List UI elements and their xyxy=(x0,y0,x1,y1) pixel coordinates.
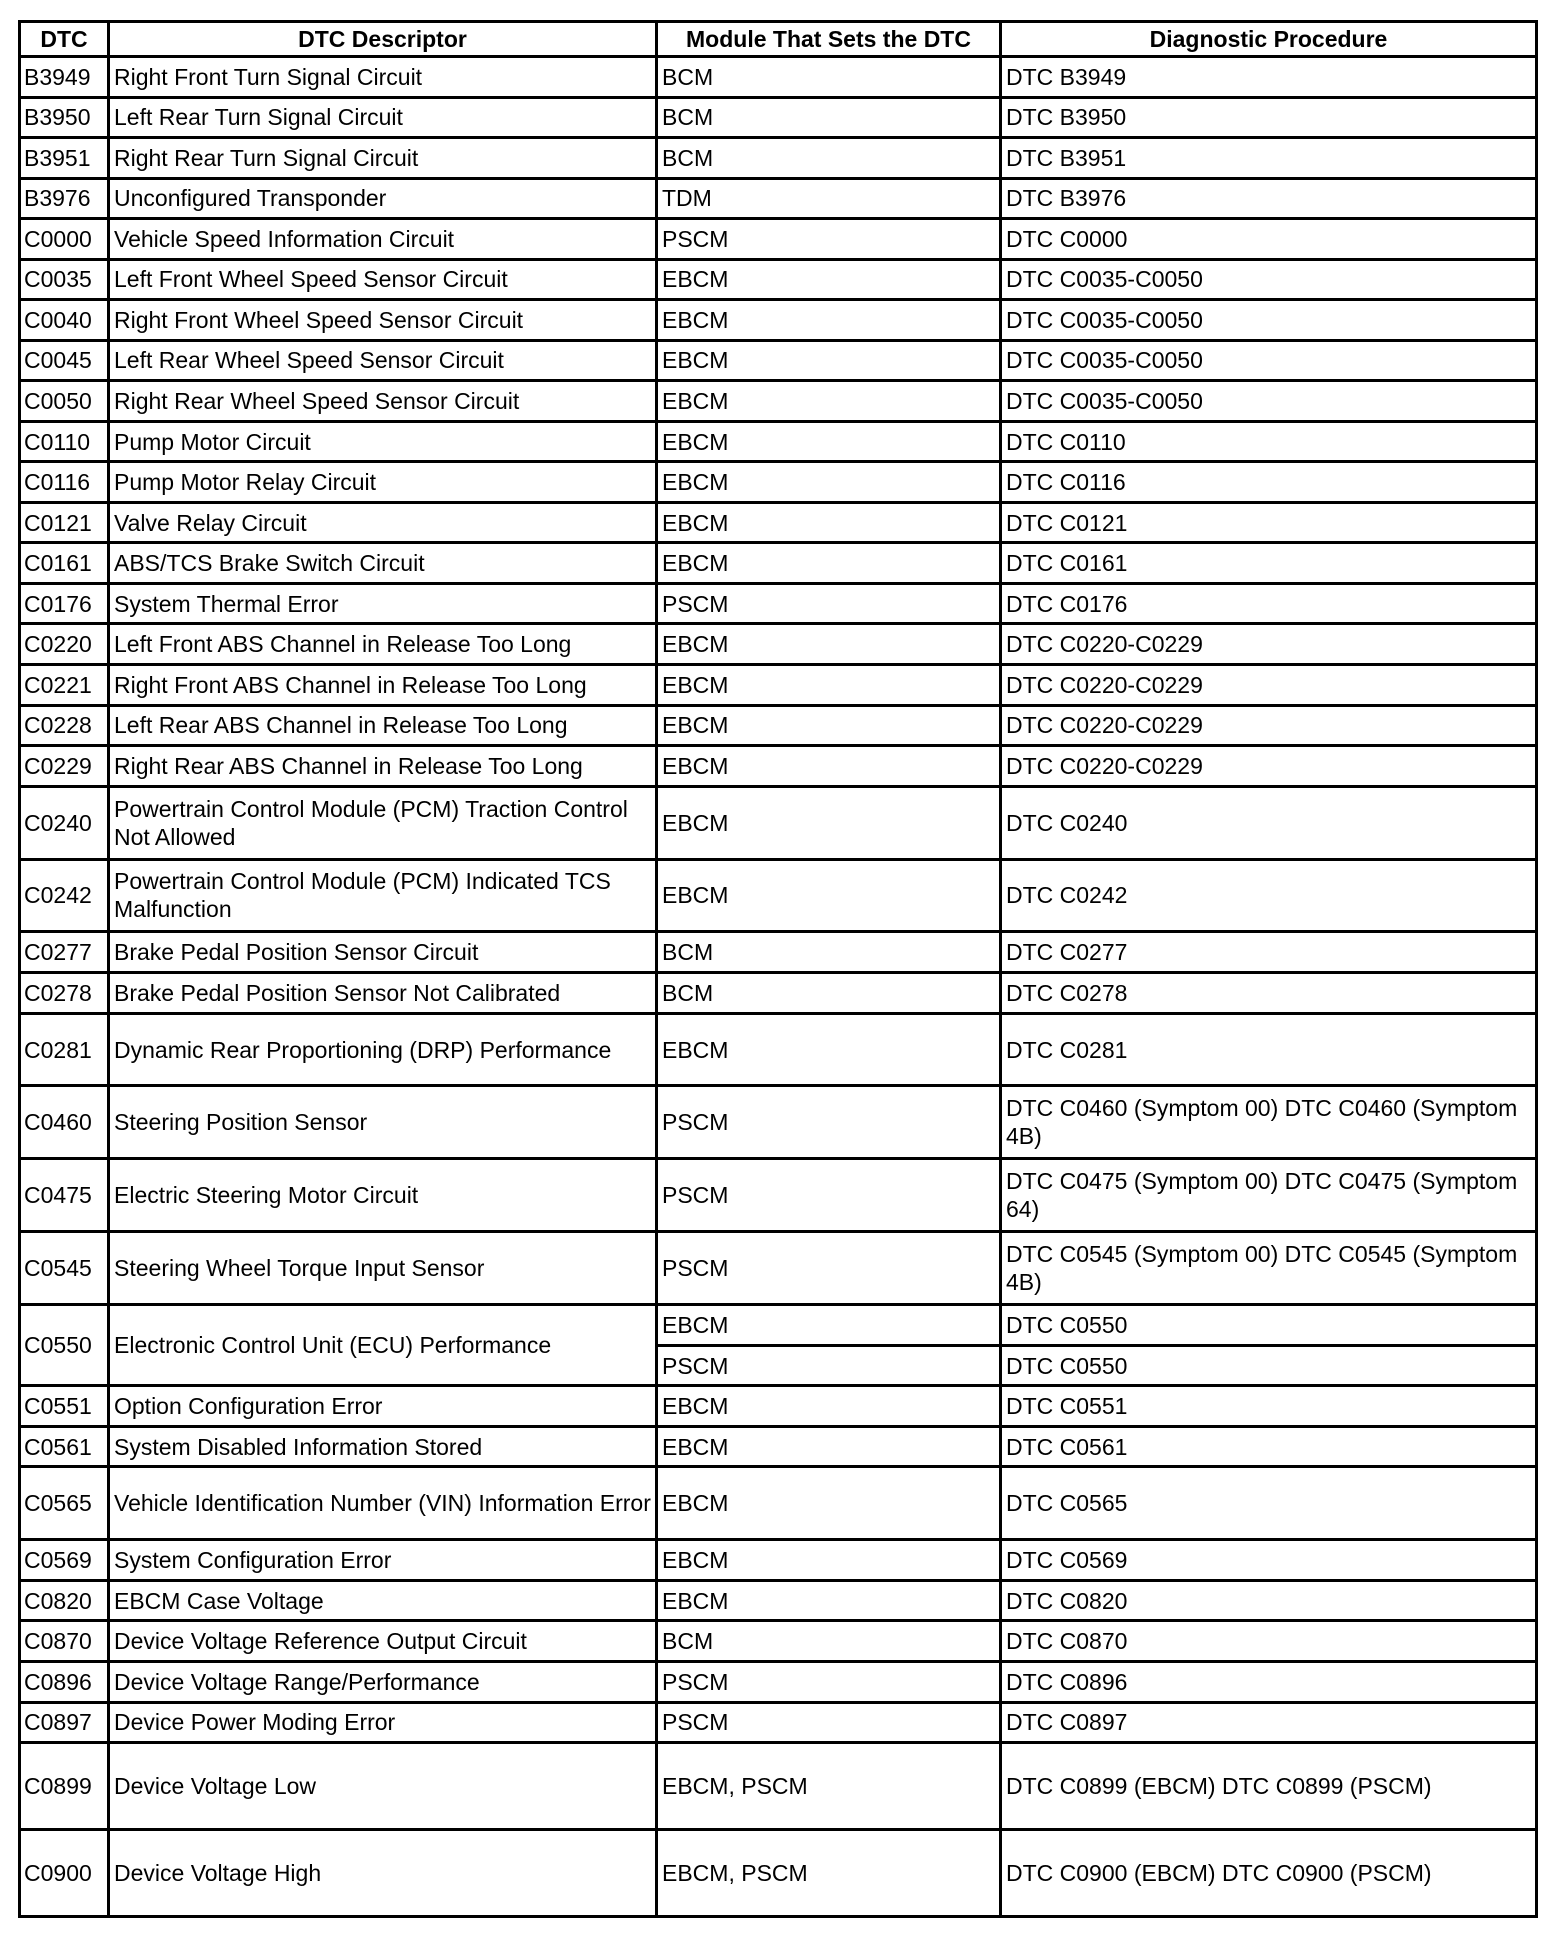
dtc-code: C0000 xyxy=(20,219,109,260)
dtc-code: C0551 xyxy=(20,1386,109,1427)
table-row xyxy=(20,219,1537,260)
module: EBCM xyxy=(657,1426,1001,1467)
module: TDM xyxy=(657,178,1001,219)
module: PSCM xyxy=(657,1232,1001,1305)
dtc-descriptor: Device Voltage High xyxy=(109,1829,657,1916)
diagnostic-procedure: DTC C0545 (Symptom 00) DTC C0545 (Symptom 4B) xyxy=(1001,1232,1537,1305)
module: EBCM xyxy=(657,1580,1001,1621)
dtc-code: C0561 xyxy=(20,1426,109,1467)
module: EBCM xyxy=(657,1467,1001,1540)
diagnostic-procedure: DTC C0035-C0050 xyxy=(1001,300,1537,341)
module: EBCM xyxy=(657,1013,1001,1086)
diagnostic-procedure: DTC C0035-C0050 xyxy=(1001,259,1537,300)
module: BCM xyxy=(657,57,1001,98)
module: PSCM xyxy=(657,1159,1001,1232)
table-row xyxy=(20,502,1537,543)
module: EBCM xyxy=(657,462,1001,503)
dtc-code: C0050 xyxy=(20,381,109,422)
dtc-descriptor: Electric Steering Motor Circuit xyxy=(109,1159,657,1232)
dtc-descriptor: Left Front ABS Channel in Release Too Long xyxy=(109,624,657,665)
table-row xyxy=(20,1086,1537,1159)
dtc-descriptor: Right Front Turn Signal Circuit xyxy=(109,57,657,98)
table-row xyxy=(20,786,1537,859)
diagnostic-procedure: DTC C0899 (EBCM) DTC C0899 (PSCM) xyxy=(1001,1743,1537,1830)
diagnostic-procedure: DTC C0870 xyxy=(1001,1621,1537,1662)
table-row xyxy=(20,1580,1537,1621)
module: EBCM xyxy=(657,705,1001,746)
table-row xyxy=(20,746,1537,787)
module: BCM xyxy=(657,932,1001,973)
module: PSCM xyxy=(657,1702,1001,1743)
diagnostic-procedure: DTC C0000 xyxy=(1001,219,1537,260)
header-dtc: DTC xyxy=(20,22,109,57)
diagnostic-procedure: DTC C0121 xyxy=(1001,502,1537,543)
module: EBCM xyxy=(657,786,1001,859)
diagnostic-procedure: DTC C0565 xyxy=(1001,1467,1537,1540)
dtc-code: C0475 xyxy=(20,1159,109,1232)
table-row xyxy=(20,462,1537,503)
dtc-descriptor: Electronic Control Unit (ECU) Performance xyxy=(109,1305,657,1386)
module: EBCM, PSCM xyxy=(657,1829,1001,1916)
dtc-descriptor: Steering Position Sensor xyxy=(109,1086,657,1159)
dtc-descriptor: Unconfigured Transponder xyxy=(109,178,657,219)
dtc-descriptor: System Thermal Error xyxy=(109,583,657,624)
module: PSCM xyxy=(657,1086,1001,1159)
table-row xyxy=(20,97,1537,138)
module: EBCM xyxy=(657,340,1001,381)
dtc-code: C0242 xyxy=(20,859,109,932)
table-row xyxy=(20,1305,1537,1346)
dtc-code: C0045 xyxy=(20,340,109,381)
dtc-code: C0116 xyxy=(20,462,109,503)
dtc-descriptor: EBCM Case Voltage xyxy=(109,1580,657,1621)
table-row xyxy=(20,421,1537,462)
module: EBCM xyxy=(657,1386,1001,1427)
table-row xyxy=(20,1540,1537,1581)
dtc-code: C0899 xyxy=(20,1743,109,1830)
dtc-descriptor: Left Front Wheel Speed Sensor Circuit xyxy=(109,259,657,300)
diagnostic-procedure: DTC C0220-C0229 xyxy=(1001,664,1537,705)
diagnostic-procedure: DTC C0176 xyxy=(1001,583,1537,624)
diagnostic-procedure: DTC C0277 xyxy=(1001,932,1537,973)
dtc-code: C0460 xyxy=(20,1086,109,1159)
table-row xyxy=(20,1702,1537,1743)
dtc-code: C0900 xyxy=(20,1829,109,1916)
table-row xyxy=(20,1829,1537,1916)
module: EBCM xyxy=(657,421,1001,462)
dtc-code: C0220 xyxy=(20,624,109,665)
module: BCM xyxy=(657,1621,1001,1662)
dtc-descriptor: Left Rear Wheel Speed Sensor Circuit xyxy=(109,340,657,381)
dtc-code: B3951 xyxy=(20,138,109,179)
dtc-descriptor: Right Front ABS Channel in Release Too Long xyxy=(109,664,657,705)
dtc-code: C0121 xyxy=(20,502,109,543)
dtc-code: C0277 xyxy=(20,932,109,973)
dtc-descriptor: ABS/TCS Brake Switch Circuit xyxy=(109,543,657,584)
table-row xyxy=(20,300,1537,341)
diagnostic-procedure: DTC C0820 xyxy=(1001,1580,1537,1621)
dtc-code: C0161 xyxy=(20,543,109,584)
module: EBCM xyxy=(657,624,1001,665)
table-row xyxy=(20,1232,1537,1305)
dtc-code: C0281 xyxy=(20,1013,109,1086)
table-row xyxy=(20,1426,1537,1467)
table-row xyxy=(20,1743,1537,1830)
diagnostic-procedure: DTC C0897 xyxy=(1001,1702,1537,1743)
dtc-descriptor: System Configuration Error xyxy=(109,1540,657,1581)
dtc-code: C0569 xyxy=(20,1540,109,1581)
dtc-code: C0896 xyxy=(20,1662,109,1703)
dtc-descriptor: Valve Relay Circuit xyxy=(109,502,657,543)
dtc-table xyxy=(18,20,1538,1918)
module: PSCM xyxy=(657,583,1001,624)
dtc-descriptor: Left Rear ABS Channel in Release Too Long xyxy=(109,705,657,746)
table-row xyxy=(20,973,1537,1014)
dtc-descriptor: Vehicle Speed Information Circuit xyxy=(109,219,657,260)
dtc-code: C0229 xyxy=(20,746,109,787)
module: BCM xyxy=(657,97,1001,138)
module: PSCM xyxy=(657,1345,1001,1386)
module: EBCM xyxy=(657,543,1001,584)
diagnostic-procedure: DTC C0281 xyxy=(1001,1013,1537,1086)
dtc-descriptor: System Disabled Information Stored xyxy=(109,1426,657,1467)
dtc-descriptor: Right Rear ABS Channel in Release Too Long xyxy=(109,746,657,787)
module: PSCM xyxy=(657,219,1001,260)
table-row xyxy=(20,1386,1537,1427)
dtc-code: C0870 xyxy=(20,1621,109,1662)
diagnostic-procedure: DTC C0550 xyxy=(1001,1305,1537,1346)
diagnostic-procedure: DTC C0242 xyxy=(1001,859,1537,932)
diagnostic-procedure: DTC C0569 xyxy=(1001,1540,1537,1581)
table-row xyxy=(20,178,1537,219)
module: BCM xyxy=(657,973,1001,1014)
dtc-descriptor: Device Voltage Low xyxy=(109,1743,657,1830)
diagnostic-procedure: DTC C0220-C0229 xyxy=(1001,624,1537,665)
module: BCM xyxy=(657,138,1001,179)
diagnostic-procedure: DTC C0240 xyxy=(1001,786,1537,859)
table-row xyxy=(20,259,1537,300)
table-row xyxy=(20,1662,1537,1703)
dtc-descriptor: Right Front Wheel Speed Sensor Circuit xyxy=(109,300,657,341)
diagnostic-procedure: DTC C0116 xyxy=(1001,462,1537,503)
module: EBCM xyxy=(657,664,1001,705)
diagnostic-procedure: DTC C0035-C0050 xyxy=(1001,340,1537,381)
dtc-code: C0820 xyxy=(20,1580,109,1621)
header-module: Module That Sets the DTC xyxy=(657,22,1001,57)
diagnostic-procedure: DTC C0551 xyxy=(1001,1386,1537,1427)
dtc-code: C0110 xyxy=(20,421,109,462)
diagnostic-procedure: DTC B3976 xyxy=(1001,178,1537,219)
dtc-descriptor: Right Rear Turn Signal Circuit xyxy=(109,138,657,179)
module: EBCM xyxy=(657,746,1001,787)
table-row xyxy=(20,381,1537,422)
dtc-descriptor: Device Voltage Reference Output Circuit xyxy=(109,1621,657,1662)
dtc-code: C0240 xyxy=(20,786,109,859)
table-row xyxy=(20,624,1537,665)
diagnostic-procedure: DTC C0550 xyxy=(1001,1345,1537,1386)
diagnostic-procedure: DTC C0161 xyxy=(1001,543,1537,584)
dtc-descriptor: Option Configuration Error xyxy=(109,1386,657,1427)
dtc-descriptor: Pump Motor Circuit xyxy=(109,421,657,462)
dtc-descriptor: Left Rear Turn Signal Circuit xyxy=(109,97,657,138)
module: EBCM xyxy=(657,859,1001,932)
dtc-descriptor: Dynamic Rear Proportioning (DRP) Performance xyxy=(109,1013,657,1086)
table-row xyxy=(20,1621,1537,1662)
table-row xyxy=(20,1159,1537,1232)
header-procedure: Diagnostic Procedure xyxy=(1001,22,1537,57)
diagnostic-procedure: DTC C0460 (Symptom 00) DTC C0460 (Symptom 4B) xyxy=(1001,1086,1537,1159)
table-row xyxy=(20,932,1537,973)
dtc-code: C0228 xyxy=(20,705,109,746)
dtc-code: C0897 xyxy=(20,1702,109,1743)
dtc-code: B3950 xyxy=(20,97,109,138)
diagnostic-procedure: DTC C0220-C0229 xyxy=(1001,746,1537,787)
table-row xyxy=(20,859,1537,932)
diagnostic-procedure: DTC B3951 xyxy=(1001,138,1537,179)
diagnostic-procedure: DTC C0900 (EBCM) DTC C0900 (PSCM) xyxy=(1001,1829,1537,1916)
table-row xyxy=(20,583,1537,624)
table-row xyxy=(20,664,1537,705)
table-row xyxy=(20,543,1537,584)
module: PSCM xyxy=(657,1662,1001,1703)
diagnostic-procedure: DTC C0475 (Symptom 00) DTC C0475 (Symptom 64) xyxy=(1001,1159,1537,1232)
module: EBCM xyxy=(657,502,1001,543)
dtc-descriptor: Device Voltage Range/Performance xyxy=(109,1662,657,1703)
dtc-code: B3949 xyxy=(20,57,109,98)
diagnostic-procedure: DTC B3950 xyxy=(1001,97,1537,138)
header-row xyxy=(20,22,1537,57)
dtc-code: C0545 xyxy=(20,1232,109,1305)
dtc-code: C0550 xyxy=(20,1305,109,1386)
diagnostic-procedure: DTC C0035-C0050 xyxy=(1001,381,1537,422)
diagnostic-procedure: DTC C0896 xyxy=(1001,1662,1537,1703)
table-row xyxy=(20,138,1537,179)
dtc-code: C0221 xyxy=(20,664,109,705)
dtc-descriptor: Brake Pedal Position Sensor Circuit xyxy=(109,932,657,973)
dtc-code: C0278 xyxy=(20,973,109,1014)
module: EBCM xyxy=(657,300,1001,341)
dtc-code: C0040 xyxy=(20,300,109,341)
table-row xyxy=(20,1467,1537,1540)
dtc-code: B3976 xyxy=(20,178,109,219)
dtc-descriptor: Brake Pedal Position Sensor Not Calibrated xyxy=(109,973,657,1014)
module: EBCM xyxy=(657,1305,1001,1346)
dtc-descriptor: Powertrain Control Module (PCM) Indicated TCS Malfunction xyxy=(109,859,657,932)
diagnostic-procedure: DTC C0110 xyxy=(1001,421,1537,462)
table-row xyxy=(20,1013,1537,1086)
table-row xyxy=(20,57,1537,98)
dtc-descriptor: Device Power Moding Error xyxy=(109,1702,657,1743)
dtc-descriptor: Powertrain Control Module (PCM) Traction Control Not Allowed xyxy=(109,786,657,859)
module: EBCM xyxy=(657,381,1001,422)
dtc-code: C0565 xyxy=(20,1467,109,1540)
module: EBCM, PSCM xyxy=(657,1743,1001,1830)
dtc-descriptor: Steering Wheel Torque Input Sensor xyxy=(109,1232,657,1305)
table-row xyxy=(20,705,1537,746)
diagnostic-procedure: DTC C0561 xyxy=(1001,1426,1537,1467)
dtc-descriptor: Pump Motor Relay Circuit xyxy=(109,462,657,503)
module: EBCM xyxy=(657,259,1001,300)
header-descriptor: DTC Descriptor xyxy=(109,22,657,57)
dtc-descriptor: Right Rear Wheel Speed Sensor Circuit xyxy=(109,381,657,422)
diagnostic-procedure: DTC B3949 xyxy=(1001,57,1537,98)
dtc-code: C0176 xyxy=(20,583,109,624)
module: EBCM xyxy=(657,1540,1001,1581)
dtc-descriptor: Vehicle Identification Number (VIN) Information Error xyxy=(109,1467,657,1540)
dtc-code: C0035 xyxy=(20,259,109,300)
diagnostic-procedure: DTC C0278 xyxy=(1001,973,1537,1014)
table-row xyxy=(20,340,1537,381)
diagnostic-procedure: DTC C0220-C0229 xyxy=(1001,705,1537,746)
